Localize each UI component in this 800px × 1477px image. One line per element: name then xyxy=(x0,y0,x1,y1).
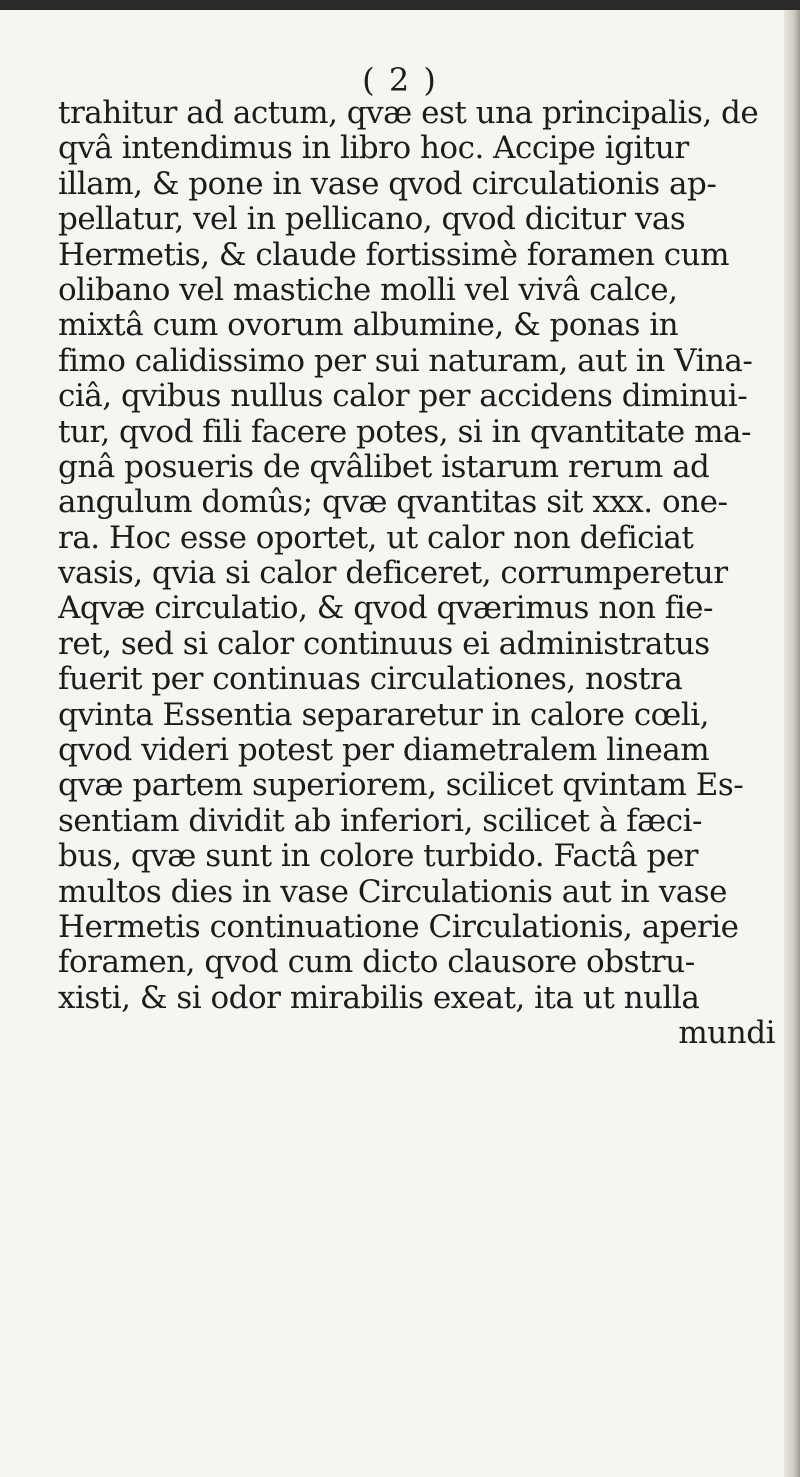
text-line: foramen, qvod cum dicto clausore obstru- xyxy=(58,945,695,981)
page-number: ( 2 ) xyxy=(362,61,438,99)
text-line: fimo calidissimo per sui naturam, aut in Vina- xyxy=(58,343,753,379)
text-line: ret, sed si calor continuus ei administratus xyxy=(58,626,710,662)
text-line: qvinta Essentia separaretur in calore cœli, xyxy=(58,697,710,733)
text-line: qvâ intendimus in libro hoc. Accipe igitur xyxy=(58,131,689,167)
text-line: qvod videri potest per diametralem lineam xyxy=(58,733,710,769)
catchword: mundi xyxy=(678,1016,775,1052)
text-line: Aqvæ circulatio, & qvod qværimus non fie- xyxy=(58,591,713,627)
text-line: vasis, qvia si calor deficeret, corrumperetur xyxy=(58,556,728,592)
text-line: pellatur, vel in pellicano, qvod dicitur vas xyxy=(58,202,686,238)
text-line: multos dies in vase Circulationis aut in vase xyxy=(58,874,727,910)
text-line: tur, qvod fili facere potes, si in qvantitate ma- xyxy=(58,414,751,450)
text-line: trahitur ad actum, qvæ est una principalis, de xyxy=(58,96,759,131)
text-line: angulum domûs; qvæ qvantitas sit xxx. one- xyxy=(58,485,728,521)
text-line: qvæ partem superiorem, scilicet qvintam Es- xyxy=(58,768,744,804)
text-line: xisti, & si odor mirabilis exeat, ita ut nulla xyxy=(58,980,700,1016)
text-line: ra. Hoc esse oportet, ut calor non deficiat xyxy=(58,520,694,556)
top-page-border xyxy=(0,0,800,10)
text-line: Hermetis, & claude fortissimè foramen cum xyxy=(58,237,730,273)
text-line: sentiam dividit ab inferiori, scilicet à fæci- xyxy=(58,803,703,839)
text-line: illam, & pone in vase qvod circulationis ap- xyxy=(58,166,717,202)
text-line: bus, qvæ sunt in colore turbido. Factâ per xyxy=(58,839,699,875)
body-text xyxy=(58,96,793,1052)
text-line: Hermetis continuatione Circulationis, aperie xyxy=(58,909,739,945)
text-line: ciâ, qvibus nullus calor per accidens diminui- xyxy=(58,379,748,415)
text-line: olibano vel mastiche molli vel vivâ calce, xyxy=(58,272,678,308)
text-line: mixtâ cum ovorum albumine, & ponas in xyxy=(58,308,679,344)
text-line: fuerit per continuas circulationes, nostra xyxy=(58,662,683,698)
text-line: gnâ posueris de qvâlibet istarum rerum ad xyxy=(58,449,710,485)
